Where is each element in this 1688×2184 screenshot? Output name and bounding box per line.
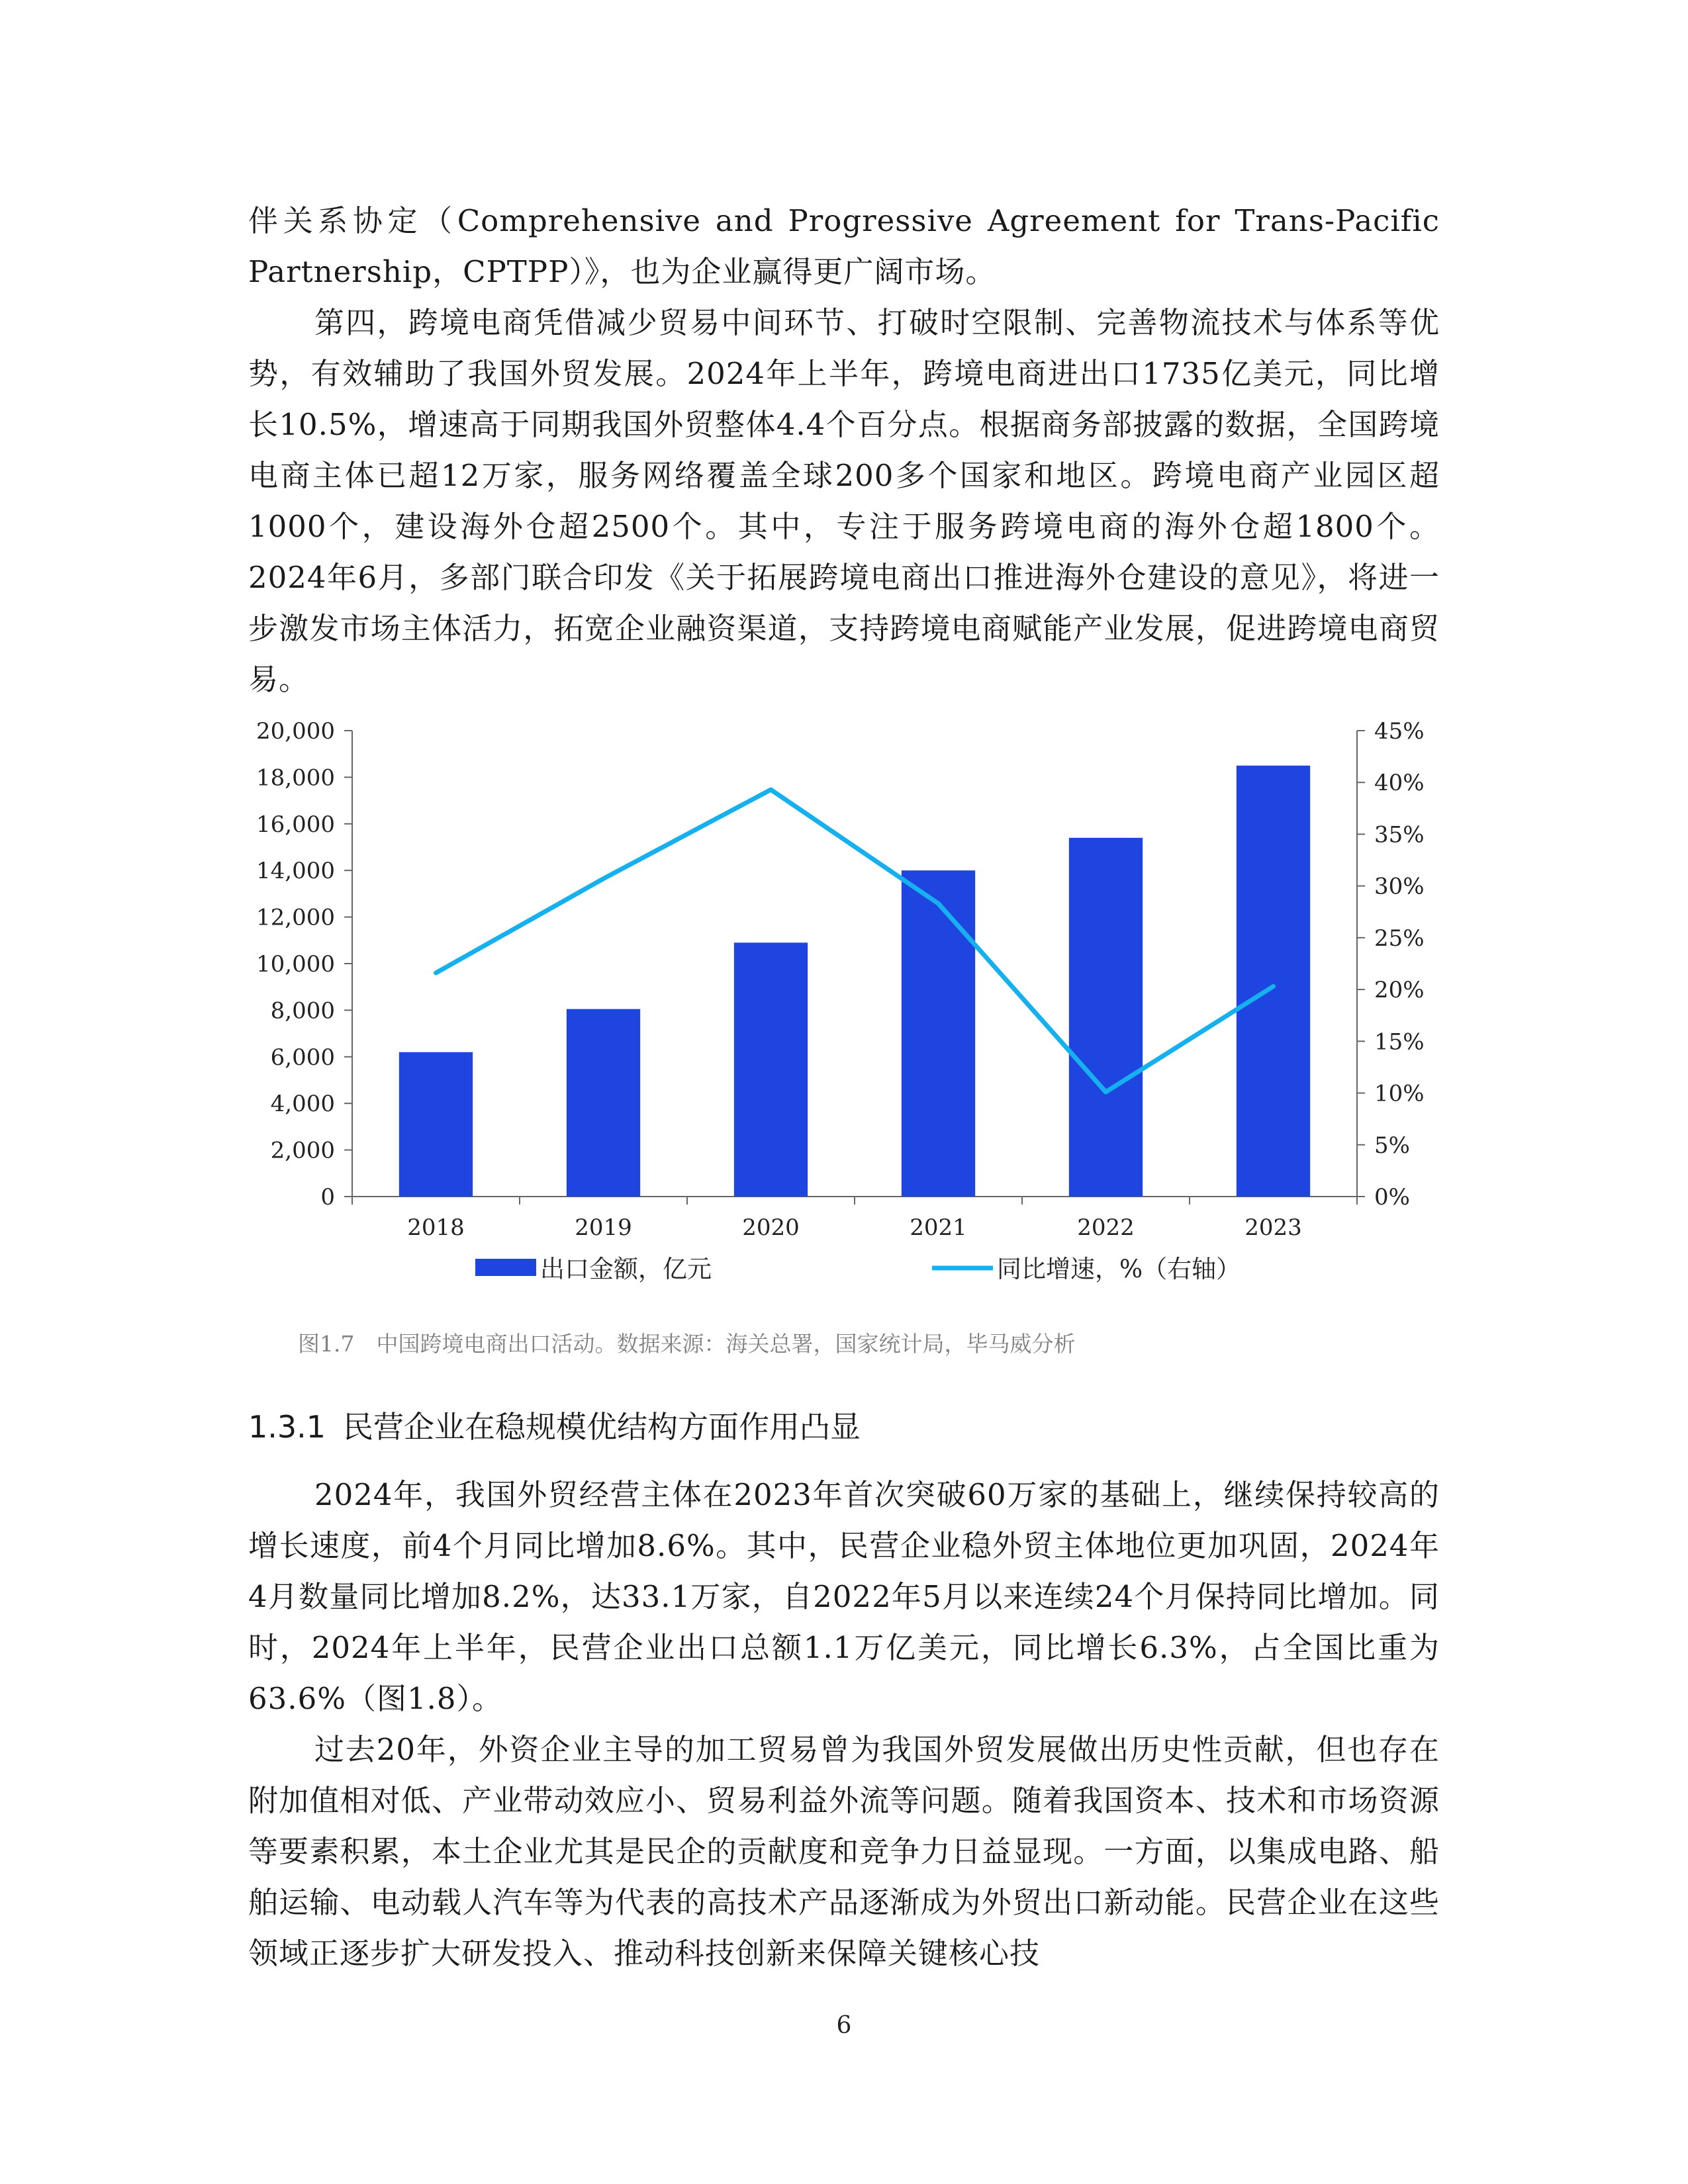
- growth-rate-line: [436, 790, 1274, 1092]
- y-left-tick-label: 4,000: [270, 1091, 335, 1118]
- chart-svg: [225, 707, 1456, 1302]
- body-text-top: [248, 195, 1440, 705]
- y-right-tick-label: 30%: [1374, 873, 1425, 900]
- y-left-tick-label: 8,000: [270, 997, 335, 1024]
- y-right-tick-label: 5%: [1374, 1132, 1410, 1159]
- paragraph: 过去20年，外资企业主导的加工贸易曾为我国外贸发展做出历史性贡献，但也存在附加值相对低、产业带动效应小、贸易利益外流等问题。随着我国资本、技术和市场资源等要素积累，本土企业尤其是民企的贡献度和竞争力日益显现。一方面，以集成电路、船舶运输、电动载人汽车等为代表的高技术产品逐渐成为外贸出口新动能。民营企业在这些领域正逐步扩大研发投入、推动科技创新来保障关键核心技: [248, 1732, 1440, 1971]
- y-right-tick-label: 20%: [1374, 977, 1425, 1004]
- y-left-tick-label: 6,000: [270, 1044, 335, 1071]
- bar: [1069, 838, 1143, 1197]
- y-left-tick-label: 2,000: [270, 1137, 335, 1164]
- x-tick-label: 2020: [742, 1214, 800, 1241]
- section-number: 1.3.1: [248, 1409, 326, 1445]
- y-left-tick-label: 14,000: [256, 858, 335, 885]
- paragraph: 第四，跨境电商凭借减少贸易中间环节、打破时空限制、完善物流技术与体系等优势，有效辅助了我国外贸发展。2024年上半年，跨境电商进出口1735亿美元，同比增长10.5%，增速高于同期我国外贸整体4.4个百分点。根据商务部披露的数据，全国跨境电商主体已超12万家，服务网络覆盖全球200多个国家和地区。跨境电商产业园区超1000个，建设海外仓超2500个。其中，专注于服务跨境电商的海外仓超1800个。2024年6月，多部门联合印发《关于拓展跨境电商出口推进海外仓建设的意见》，将进一步激发市场主体活力，拓宽企业融资渠道，支持跨境电商赋能产业发展，促进跨境电商贸易。: [248, 305, 1440, 697]
- y-right-tick-label: 40%: [1374, 770, 1425, 797]
- y-right-tick-label: 15%: [1374, 1028, 1425, 1056]
- y-left-tick-label: 20,000: [256, 718, 335, 745]
- body-text-bottom: [248, 1469, 1440, 1979]
- bar: [1237, 766, 1310, 1197]
- paragraph: 2024年，我国外贸经营主体在2023年首次突破60万家的基础上，继续保持较高的增长速度，前4个月同比增加8.6%。其中，民营企业稳外贸主体地位更加巩固，2024年4月数量同比增加8.2%，达33.1万家，自2022年5月以来连续24个月保持同比增加。同时，2024年上半年，民营企业出口总额1.1万亿美元，同比增长6.3%，占全国比重为63.6%（图1.8）。: [248, 1477, 1440, 1716]
- x-tick-label: 2021: [910, 1214, 967, 1241]
- y-left-tick-label: 18,000: [256, 764, 335, 792]
- figure-caption: 图1.7 中国跨境电商出口活动。数据来源：海关总署，国家统计局，毕马威分析: [298, 1331, 1076, 1357]
- x-tick-label: 2022: [1077, 1214, 1135, 1241]
- bar: [734, 942, 808, 1197]
- x-tick-label: 2018: [407, 1214, 465, 1241]
- section-title: 民营企业在稳规模优结构方面作用凸显: [343, 1409, 861, 1445]
- bar: [399, 1052, 473, 1197]
- y-left-tick-label: 12,000: [256, 904, 335, 931]
- y-right-tick-label: 35%: [1374, 821, 1425, 848]
- legend-label-bar: 出口金额，亿元: [540, 1255, 712, 1283]
- y-left-tick-label: 10,000: [256, 951, 335, 978]
- x-tick-label: 2023: [1244, 1214, 1302, 1241]
- y-right-tick-label: 10%: [1374, 1080, 1425, 1107]
- y-right-tick-label: 25%: [1374, 925, 1425, 952]
- legend-label-line: 同比增速，%（右轴）: [997, 1255, 1241, 1283]
- cross-border-ecommerce-chart: [225, 707, 1456, 1302]
- x-tick-label: 2019: [575, 1214, 632, 1241]
- bar: [902, 870, 975, 1197]
- legend-swatch-bar: [475, 1259, 536, 1276]
- bar: [567, 1009, 640, 1197]
- section-heading: [248, 1403, 1440, 1447]
- page-number: 6: [836, 2012, 852, 2039]
- paragraph: 伴关系协定（Comprehensive and Progressive Agreement for Trans-Pacific Partnership，CPTPP）》，也为企业赢得更广阔市场。: [248, 203, 1440, 289]
- y-right-tick-label: 0%: [1374, 1184, 1410, 1210]
- y-left-tick-label: 16,000: [256, 811, 335, 838]
- y-left-tick-label: 0: [320, 1184, 335, 1210]
- y-right-tick-label: 45%: [1374, 718, 1425, 745]
